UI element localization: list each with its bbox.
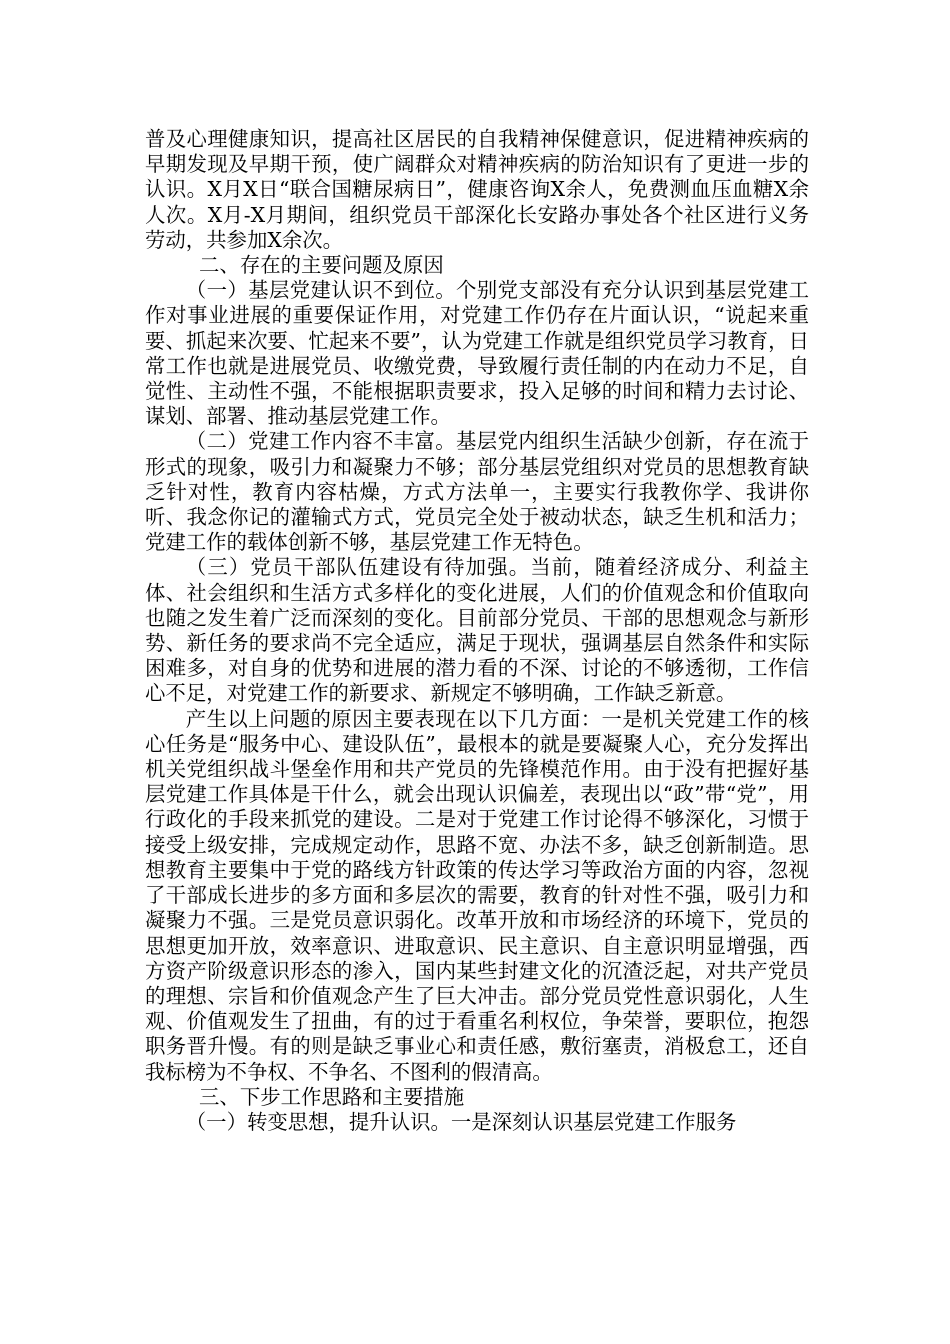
paragraph-intro-continued: 普及心理健康知识，提高社区居民的自我精神保健意识，促进精神疾病的早期发现及早期干预，使广阔群众对精神疾病的防治知识有了更进一步的认识。X月X日“联合国糖尿病日”，健康咨询X余人，免费测血压血糖X余人次。X月-X月期间，组织党员干部深化长安路办事处各个社区进行义务劳动，共参加X余次。 [145,127,809,252]
paragraph-problem-2: （二）党建工作内容不丰富。基层党内组织生活缺少创新，存在流于形式的现象，吸引力和凝聚力不够；部分基层党组织对党员的思想教育缺乏针对性，教育内容枯燥，方式方法单一，主要实行我教你学、我讲你听、我念你记的灌输式方式，党员完全处于被动状态，缺乏生机和活力；党建工作的载体创新不够，基层党建工作无特色。 [145,429,809,555]
paragraph-problem-1: （一）基层党建认识不到位。个别党支部没有充分认识到基层党建工作对事业进展的重要保证作用，对党建工作仍存在片面认识，“说起来重要、抓起来次要、忙起来不要”，认为党建工作就是组织党员学习教育，日常工作也就是进展党员、收缴党费，导致履行责任制的内在动力不足，自觉性、主动性不强，不能根据职责要求，投入足够的时间和精力去讨论、谋划、部署、推动基层党建工作。 [145,278,809,429]
document-body [145,127,809,1135]
paragraph-problem-3: （三）党员干部队伍建设有待加强。当前，随着经济成分、利益主体、社会组织和生活方式多样化的变化进展，人们的价值观念和价值取向也随之发生着广泛而深刻的变化。目前部分党员、干部的思想观念与新形势、新任务的要求尚不完全适应，满足于现状，强调基层自然条件和实际困难多，对自身的优势和进展的潜力看的不深、讨论的不够透彻，工作信心不足，对党建工作的新要求、新规定不够明确，工作缺乏新意。 [145,555,809,706]
section-heading-measures: 三、下步工作思路和主要措施 [199,1084,465,1109]
paragraph-causes: 产生以上问题的原因主要表现在以下几方面：一是机关党建工作的核心任务是“服务中心、建设队伍”，最根本的就是要凝聚人心，充分发挥出机关党组织战斗堡垒作用和共产党员的先锋模范作用。由于没有把握好基层党建工作具体是干什么，就会出现认识偏差，表现出以“政”带“党”，用行政化的手段来抓党的建设。二是对于党建工作讨论得不够深化，习惯于接受上级安排，完成规定动作，思路不宽、办法不多，缺乏创新制造。思想教育主要集中于党的路线方针政策的传达学习等政治方面的内容，忽视了干部成长进步的多方面和多层次的需要，教育的针对性不强，吸引力和凝聚力不强。三是党员意识弱化。改革开放和市场经济的环境下，党员的思想更加开放，效率意识、进取意识、民主意识、自主意识明显增强，西方资产阶级意识形态的渗入，国内某些封建文化的沉渣泛起，对共产党员的理想、宗旨和价值观念产生了巨大冲击。部分党员党性意识弱化，人生观、价值观发生了扭曲，有的过于看重名利权位，争荣誉，要职位，抱怨职务晋升慢。有的则是缺乏事业心和责任感，敷衍塞责，消极怠工，还自我标榜为不争权、不争名、不图利的假清高。 [145,706,809,1084]
section-heading-problems: 二、存在的主要问题及原因 [199,253,444,278]
paragraph-measure-1: （一）转变思想，提升认识。一是深刻认识基层党建工作服务 [185,1109,737,1134]
